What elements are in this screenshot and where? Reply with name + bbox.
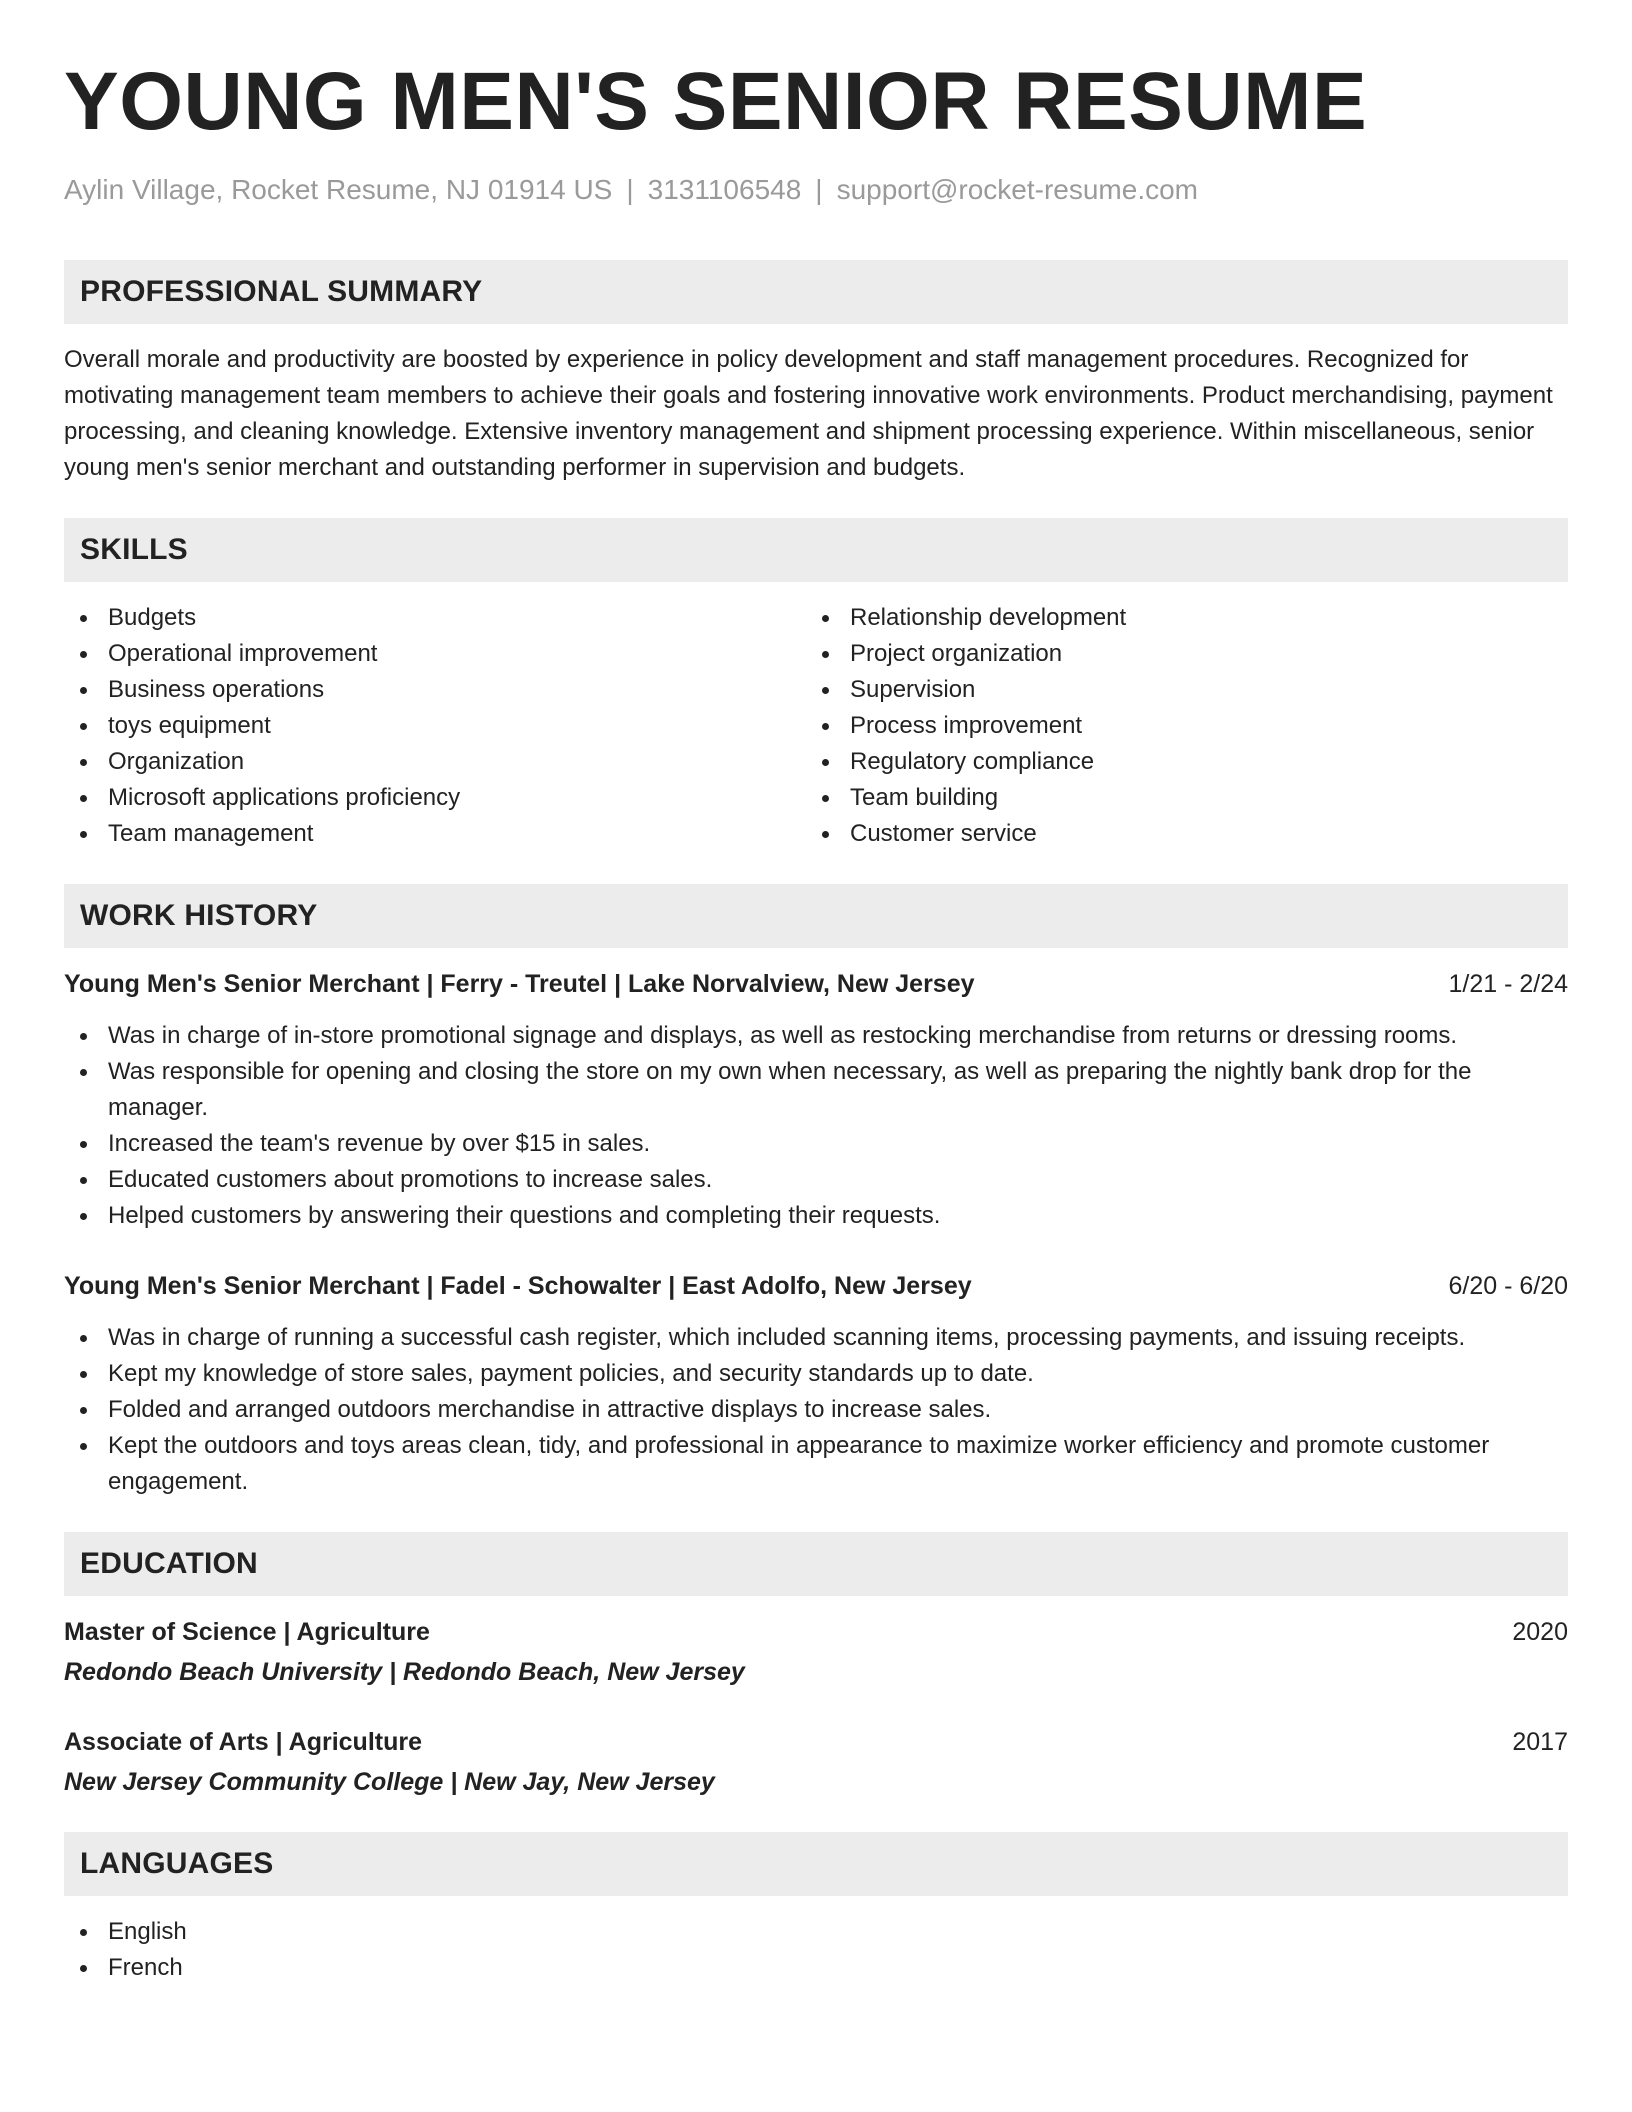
education-degree: Master of Science | Agriculture: [64, 1618, 430, 1646]
job-entry: [64, 966, 1568, 1234]
education-year: 2020: [1512, 1618, 1568, 1646]
job-bullet: Educated customers about promotions to increase sales.: [64, 1162, 1568, 1198]
skills-column-left: [64, 600, 806, 852]
skill-item: Organization: [64, 744, 806, 780]
resume-title: YOUNG MEN'S SENIOR RESUME: [64, 56, 1368, 147]
job-title: Young Men's Senior Merchant | Ferry - Treutel | Lake Norvalview, New Jersey: [64, 970, 975, 998]
contact-separator: |: [815, 174, 823, 205]
job-bullet: Folded and arranged outdoors merchandise in attractive displays to increase sales.: [64, 1392, 1568, 1428]
job-bullet: Was responsible for opening and closing the store on my own when necessary, as well as preparing the nightly bank drop for the manager.: [64, 1054, 1568, 1126]
skill-item: Supervision: [806, 672, 1548, 708]
job-bullet: Kept the outdoors and toys areas clean, tidy, and professional in appearance to maximize worker efficiency and promote customer engagement.: [64, 1428, 1568, 1500]
education-entry: [64, 1724, 1568, 1800]
languages-list: [64, 1914, 1568, 1986]
skills-column-right: [806, 600, 1548, 852]
education-entry: [64, 1614, 1568, 1690]
job-title: Young Men's Senior Merchant | Fadel - Schowalter | East Adolfo, New Jersey: [64, 1272, 972, 1300]
section-heading-summary: PROFESSIONAL SUMMARY: [64, 260, 1568, 324]
job-dates: 1/21 - 2/24: [1448, 970, 1568, 998]
skill-item: Operational improvement: [64, 636, 806, 672]
education-degree: Associate of Arts | Agriculture: [64, 1728, 422, 1756]
job-header: [64, 966, 1568, 1002]
skill-item: Project organization: [806, 636, 1548, 672]
contact-phone: 3131106548: [647, 174, 802, 205]
job-bullet: Increased the team's revenue by over $15 in sales.: [64, 1126, 1568, 1162]
summary-text: Overall morale and productivity are boosted by experience in policy development and staff management procedures. Recognized for motivating management team members to achieve their goals and fostering innovative work environments. Product merchandising, payment processing, and cleaning knowledge. Extensive inventory management and shipment processing experience. Within miscellaneous, senior young men's senior merchant and outstanding performer in supervision and budgets.: [64, 346, 1553, 481]
skill-item: Regulatory compliance: [806, 744, 1548, 780]
language-item: English: [64, 1914, 1568, 1950]
section-heading-languages: LANGUAGES: [64, 1832, 1568, 1896]
contact-address: Aylin Village, Rocket Resume, NJ 01914 US: [64, 174, 613, 205]
job-bullet: Was in charge of running a successful cash register, which included scanning items, processing payments, and issuing receipts.: [64, 1320, 1568, 1356]
skill-item: Budgets: [64, 600, 806, 636]
skill-item: Customer service: [806, 816, 1548, 852]
skills-grid: [64, 600, 1568, 852]
job-bullets: [64, 1018, 1568, 1234]
section-heading-skills: SKILLS: [64, 518, 1568, 582]
job-bullet: Helped customers by answering their questions and completing their requests.: [64, 1198, 1568, 1234]
education-header: [64, 1724, 1568, 1760]
skill-item: toys equipment: [64, 708, 806, 744]
section-heading-education: EDUCATION: [64, 1532, 1568, 1596]
education-header: [64, 1614, 1568, 1650]
skill-item: Team management: [64, 816, 806, 852]
job-bullet: Kept my knowledge of store sales, payment policies, and security standards up to date.: [64, 1356, 1568, 1392]
contact-line: [64, 172, 1568, 208]
job-bullets: [64, 1320, 1568, 1500]
resume-page: [64, 52, 1568, 1986]
skill-item: Team building: [806, 780, 1548, 816]
skill-item: Process improvement: [806, 708, 1548, 744]
contact-separator: |: [626, 174, 634, 205]
skill-item: Business operations: [64, 672, 806, 708]
skill-item: Relationship development: [806, 600, 1548, 636]
job-bullet: Was in charge of in-store promotional signage and displays, as well as restocking merchandise from returns or dressing rooms.: [64, 1018, 1568, 1054]
job-entry: [64, 1268, 1568, 1500]
contact-email: support@rocket-resume.com: [836, 174, 1199, 205]
education-year: 2017: [1512, 1728, 1568, 1756]
education-school: New Jersey Community College | New Jay, New Jersey: [64, 1768, 715, 1796]
job-header: [64, 1268, 1568, 1304]
language-item: French: [64, 1950, 1568, 1986]
section-heading-work-history: WORK HISTORY: [64, 884, 1568, 948]
education-school: Redondo Beach University | Redondo Beach, New Jersey: [64, 1658, 745, 1686]
skill-item: Microsoft applications proficiency: [64, 780, 806, 816]
job-dates: 6/20 - 6/20: [1448, 1272, 1568, 1300]
